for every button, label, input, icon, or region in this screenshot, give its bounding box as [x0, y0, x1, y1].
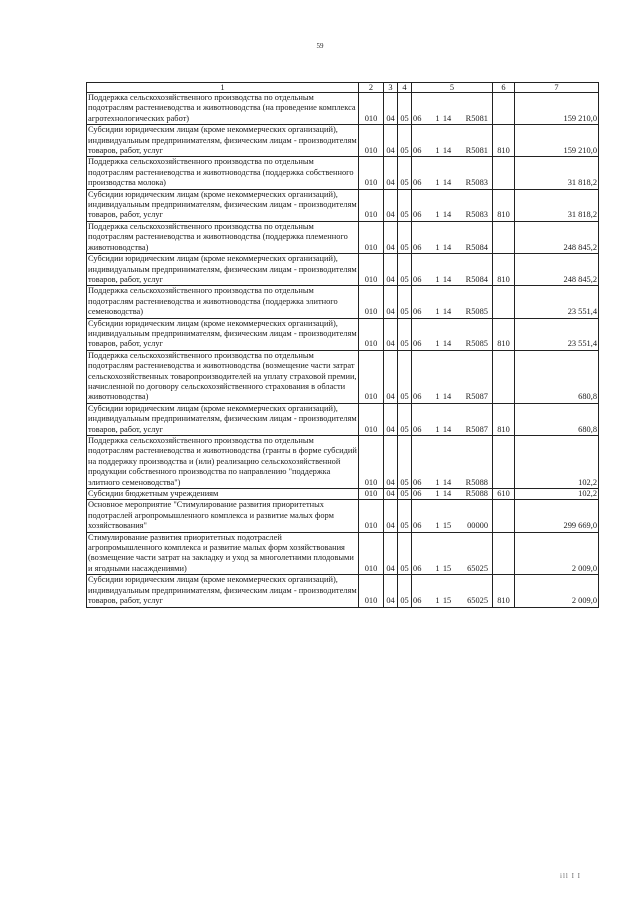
target-article-part: 06	[413, 339, 422, 349]
target-article-part: 14	[442, 392, 452, 402]
row-code-ministry: 010	[359, 125, 384, 157]
target-article-part: 06	[413, 521, 422, 531]
target-article-part: 14	[442, 242, 452, 252]
target-article-part: 06	[413, 307, 422, 317]
table-row	[87, 436, 599, 489]
row-target-article	[412, 575, 493, 607]
row-target-article	[412, 125, 493, 157]
table-row	[87, 221, 599, 253]
row-name: Субсидии юридическим лицам (кроме некоммерческих организаций), индивидуальным предпринимателям, физическим лицам - производителям товаров, работ, услуг	[88, 189, 357, 220]
target-article-part: 1	[435, 392, 440, 402]
row-amount: 159 210,0	[515, 93, 599, 125]
row-name: Субсидии юридическим лицам (кроме некоммерческих организаций), индивидуальным предпринимателям, физическим лицам - производителям товаров, работ, услуг	[88, 403, 357, 434]
row-code-subsection: 05	[398, 318, 412, 350]
target-article-part: 14	[442, 424, 452, 434]
page-number: 59	[316, 42, 324, 50]
table-row	[87, 532, 599, 575]
column-header: 5	[412, 83, 493, 93]
table-row	[87, 350, 599, 403]
row-code-ministry: 010	[359, 489, 384, 500]
row-code-subsection: 05	[398, 157, 412, 189]
target-article-part: 1	[435, 210, 440, 220]
target-article-part: 14	[442, 477, 452, 487]
row-name: Поддержка сельскохозяйственного производства по отдельным подотраслям растениеводства и животноводства (возмещение части затрат сельскохозяйственных товаропроизводителей на уплату страховой премии, начисленной по договору сельскохозяйственного страхования в области животноводства)	[88, 350, 357, 402]
row-name: Основное мероприятие "Стимулирование развития приоритетных подотраслей агропромышленного комплекса и развитие малых форм хозяйствования"	[87, 500, 359, 532]
row-expense-type	[493, 286, 515, 318]
row-code-ministry: 010	[359, 403, 384, 435]
table-row	[87, 254, 599, 286]
row-amount: 23 551,4	[515, 318, 599, 350]
target-article-part: 06	[413, 210, 422, 220]
target-article-part: 15	[442, 563, 452, 573]
row-expense-type: 810	[493, 189, 515, 221]
target-article-part: R5084	[465, 242, 488, 252]
row-expense-type	[493, 500, 515, 532]
row-code-section: 04	[384, 500, 398, 532]
row-name: Поддержка сельскохозяйственного производства по отдельным подотраслям растениеводства и животноводства (поддержка элитного семеноводства)	[87, 286, 359, 318]
row-code-ministry: 010	[359, 93, 384, 125]
target-article-part: 1	[435, 489, 440, 499]
row-code-subsection: 05	[398, 403, 412, 435]
row-expense-type: 810	[493, 125, 515, 157]
row-target-article	[412, 93, 493, 125]
row-code-subsection: 05	[398, 221, 412, 253]
row-name: Субсидии юридическим лицам (кроме некоммерческих организаций), индивидуальным предпринимателям, физическим лицам - производителям товаров, работ, услуг	[88, 575, 357, 606]
row-code-subsection: 05	[398, 254, 412, 286]
target-article-part: R5087	[465, 392, 488, 402]
target-article-part: 06	[413, 563, 422, 573]
target-article-part: R5088	[465, 477, 488, 487]
target-article-part: 65025	[467, 596, 488, 606]
row-amount: 102,2	[515, 489, 599, 500]
row-code-ministry: 010	[359, 575, 384, 607]
row-code-section: 04	[384, 436, 398, 489]
target-article-part: 06	[413, 113, 422, 123]
row-code-section: 04	[384, 318, 398, 350]
row-target-article	[412, 436, 493, 489]
row-code-subsection: 05	[398, 286, 412, 318]
table-row	[87, 318, 599, 350]
target-article-part: 1	[435, 146, 440, 156]
row-code-subsection: 05	[398, 350, 412, 403]
target-article-part: 14	[442, 274, 452, 284]
row-expense-type	[493, 93, 515, 125]
target-article-part: 1	[435, 424, 440, 434]
row-target-article	[412, 318, 493, 350]
row-code-ministry: 010	[359, 221, 384, 253]
row-name: Поддержка сельскохозяйственного производства по отдельным подотраслям растениеводства и животноводства (на проведение комплекса агротехнологических работ)	[87, 93, 359, 125]
row-code-section: 04	[384, 575, 398, 607]
row-code-ministry: 010	[359, 500, 384, 532]
target-article-part: R5081	[465, 146, 488, 156]
row-name: Поддержка сельскохозяйственного производства по отдельным подотраслям растениеводства и животноводства (гранты в форме субсидий на поддержку производства и (или) реализацию сельскохозяйственной продукции собственного производства по направлению "поддержка элитного семеноводства")	[88, 436, 357, 487]
column-header: 1	[87, 83, 359, 93]
row-code-section: 04	[384, 254, 398, 286]
target-article-part: R5084	[465, 274, 488, 284]
row-amount: 2 009,0	[515, 575, 599, 607]
table-row	[87, 575, 599, 607]
row-code-subsection: 05	[398, 575, 412, 607]
row-code-ministry: 010	[359, 318, 384, 350]
row-amount: 23 551,4	[515, 286, 599, 318]
target-article-part: 06	[413, 242, 422, 252]
row-code-subsection: 05	[398, 93, 412, 125]
row-code-section: 04	[384, 157, 398, 189]
row-code-section: 04	[384, 532, 398, 575]
target-article-part: R5081	[465, 113, 488, 123]
column-header: 7	[515, 83, 599, 93]
row-expense-type	[493, 157, 515, 189]
target-article-part: 15	[442, 521, 452, 531]
footer-mark: ill I I	[560, 872, 581, 880]
table-row	[87, 189, 599, 221]
row-amount: 102,2	[515, 436, 599, 489]
row-code-section: 04	[384, 221, 398, 253]
target-article-part: 15	[442, 596, 452, 606]
row-code-subsection: 05	[398, 500, 412, 532]
target-article-part: R5085	[465, 307, 488, 317]
table-row	[87, 93, 599, 125]
row-expense-type: 810	[493, 575, 515, 607]
row-amount: 2 009,0	[515, 532, 599, 575]
row-code-ministry: 010	[359, 254, 384, 286]
row-code-ministry: 010	[359, 532, 384, 575]
table-row	[87, 157, 599, 189]
row-target-article	[412, 221, 493, 253]
column-header: 4	[398, 83, 412, 93]
row-amount: 680,8	[515, 350, 599, 403]
target-article-part: 06	[413, 477, 422, 487]
row-code-subsection: 05	[398, 189, 412, 221]
target-article-part: R5085	[465, 339, 488, 349]
target-article-part: 1	[435, 113, 440, 123]
column-header: 6	[493, 83, 515, 93]
row-target-article	[412, 350, 493, 403]
row-code-ministry: 010	[359, 157, 384, 189]
row-amount: 31 818,2	[515, 157, 599, 189]
row-code-subsection: 05	[398, 489, 412, 500]
row-expense-type: 810	[493, 318, 515, 350]
target-article-part: R5088	[465, 489, 488, 499]
target-article-part: 14	[442, 210, 452, 220]
target-article-part: R5083	[465, 210, 488, 220]
target-article-part: R5083	[465, 178, 488, 188]
row-code-ministry: 010	[359, 436, 384, 489]
row-name: Субсидии юридическим лицам (кроме некоммерческих организаций), индивидуальным предпринимателям, физическим лицам - производителям товаров, работ, услуг	[88, 125, 357, 156]
row-code-subsection: 05	[398, 125, 412, 157]
row-target-article	[412, 254, 493, 286]
row-code-section: 04	[384, 125, 398, 157]
column-header: 3	[384, 83, 398, 93]
row-code-section: 04	[384, 489, 398, 500]
row-name: Стимулирование развития приоритетных подотраслей агропромышленного комплекса и развитие малых форм хозяйствования (возмещение части затрат на закладку и уход за многолетними плодовыми и ягодными насаждениями)	[87, 532, 359, 575]
table-row	[87, 403, 599, 435]
target-article-part: 06	[413, 274, 422, 284]
row-code-section: 04	[384, 189, 398, 221]
target-article-part: 1	[435, 178, 440, 188]
target-article-part: 1	[435, 563, 440, 573]
target-article-part: 06	[413, 489, 422, 499]
target-article-part: 14	[442, 307, 452, 317]
row-amount: 248 845,2	[515, 221, 599, 253]
row-target-article	[412, 500, 493, 532]
row-expense-type	[493, 532, 515, 575]
row-code-ministry: 010	[359, 189, 384, 221]
target-article-part: 06	[413, 178, 422, 188]
row-code-ministry: 010	[359, 350, 384, 403]
target-article-part: 06	[413, 146, 422, 156]
row-code-subsection: 05	[398, 436, 412, 489]
row-amount: 680,8	[515, 403, 599, 435]
row-target-article	[412, 403, 493, 435]
row-name: Субсидии юридическим лицам (кроме некоммерческих организаций), индивидуальным предпринимателям, физическим лицам - производителям товаров, работ, услуг	[88, 318, 357, 349]
target-article-part: R5087	[465, 424, 488, 434]
table-row	[87, 286, 599, 318]
row-target-article	[412, 157, 493, 189]
target-article-part: 1	[435, 307, 440, 317]
target-article-part: 1	[435, 477, 440, 487]
row-expense-type: 810	[493, 403, 515, 435]
column-header: 2	[359, 83, 384, 93]
row-code-section: 04	[384, 286, 398, 318]
target-article-part: 1	[435, 339, 440, 349]
row-expense-type	[493, 350, 515, 403]
target-article-part: 65025	[467, 563, 488, 573]
row-expense-type: 610	[493, 489, 515, 500]
target-article-part: 1	[435, 242, 440, 252]
target-article-part: 14	[442, 178, 452, 188]
target-article-part: 1	[435, 521, 440, 531]
row-amount: 159 210,0	[515, 125, 599, 157]
row-expense-type	[493, 221, 515, 253]
target-article-part: 06	[413, 424, 422, 434]
row-code-subsection: 05	[398, 532, 412, 575]
row-amount: 248 845,2	[515, 254, 599, 286]
table-row	[87, 489, 599, 500]
row-name: Субсидии бюджетным учреждениям	[87, 489, 359, 500]
target-article-part: 06	[413, 596, 422, 606]
table-row	[87, 125, 599, 157]
target-article-part: 06	[413, 392, 422, 402]
row-amount: 299 669,0	[515, 500, 599, 532]
target-article-part: 00000	[467, 521, 488, 531]
target-article-part: 1	[435, 274, 440, 284]
row-name: Субсидии юридическим лицам (кроме некоммерческих организаций), индивидуальным предпринимателям, физическим лицам - производителям товаров, работ, услуг	[88, 254, 357, 284]
row-target-article	[412, 189, 493, 221]
row-code-section: 04	[384, 403, 398, 435]
row-name: Поддержка сельскохозяйственного производства по отдельным подотраслям растениеводства и животноводства (поддержка племенного животноводства)	[87, 221, 359, 253]
row-target-article	[412, 489, 493, 500]
row-code-section: 04	[384, 93, 398, 125]
row-target-article	[412, 532, 493, 575]
target-article-part: 1	[435, 596, 440, 606]
table-row	[87, 500, 599, 532]
row-name: Поддержка сельскохозяйственного производства по отдельным подотраслям растениеводства и животноводства (поддержка собственного производства молока)	[87, 157, 359, 189]
target-article-part: 14	[442, 146, 452, 156]
row-amount: 31 818,2	[515, 189, 599, 221]
row-code-section: 04	[384, 350, 398, 403]
target-article-part: 14	[442, 113, 452, 123]
row-expense-type: 810	[493, 254, 515, 286]
target-article-part: 14	[442, 339, 452, 349]
table-header-row	[87, 83, 599, 93]
budget-table	[86, 82, 599, 608]
target-article-part: 14	[442, 489, 452, 499]
row-target-article	[412, 286, 493, 318]
row-code-ministry: 010	[359, 286, 384, 318]
row-expense-type	[493, 436, 515, 489]
